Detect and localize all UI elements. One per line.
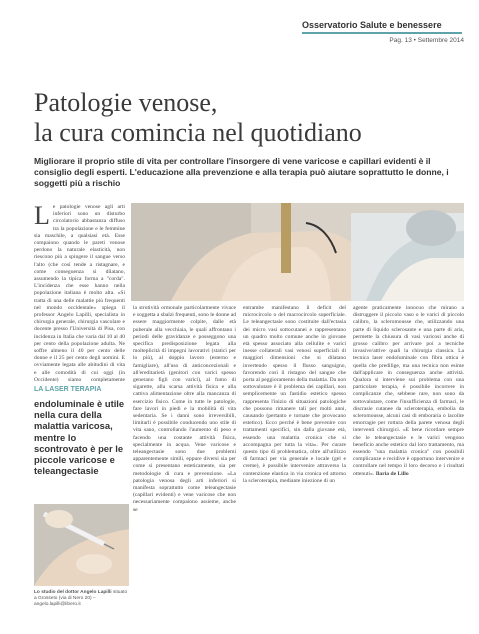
body-column-3: entrambe manifestano il deficit del microcircolo o del macrocircolo superficiale. Le teleangectasie sono costituite dall'ectasia dei micro vasi sottocutanei e rappresentano un quadro molto comune anche in giovane età spesso associato alla cellulite e varici inesse collaterali vasi venosi superficiali di maggiori dimensioni che si dilatano invertendo spesso il flusso sanguigno, favorendo così il ristagno del sangue che porta al peggioramento della malattia. Da non sottovalutare è il problema dei capillari, non semplicemente un fastidio estetico spesso rappresenta l'inizio di situazioni patologiche che possono rimanere tali per molti anni, causando (pertanto e tornate che provocano estetico). Ecco perché è bene prevenire con trattamenti specifici, sin dalla giovane età, essendo una malattia cronica che si accompagna per tutta la vita». Per curare questo tipo di problematica, oltre all'utilizzo di farmaci per via generale e locale (gel e creme), è possibile intervenire attraverso la contenzione elastica in via cronica ed attorno la scleroterapia, mediante iniezione di un bbox=[243, 305, 346, 484]
injection-photo bbox=[34, 504, 129, 586]
photo-caption bbox=[34, 590, 131, 608]
caption-bold: Lo studio del dottor Angelo Lapilli bbox=[34, 590, 112, 595]
callout-label: LA LASER TERAPIA bbox=[34, 386, 102, 393]
page-info bbox=[360, 37, 464, 44]
article-title bbox=[34, 88, 454, 148]
caption-text: situato a Grosseto (via di Nero 20) – angelo.lapilli@libero.it bbox=[34, 590, 128, 607]
body-column-1 bbox=[34, 204, 125, 382]
body-column-4 bbox=[353, 305, 464, 625]
article-subtitle: Migliorare il proprio stile di vita per controllare l'insorgere di vene varicose e capillari evidenti è il consiglio degli esperti. L'educazione alla prevenzione e alla terapia può aiutare soprattutto le donne, i soggetti più a rischio bbox=[34, 156, 449, 188]
header-divider bbox=[302, 32, 462, 34]
leg-examination-photo bbox=[131, 203, 464, 301]
column-1-text: e patologie venose agli arti inferiori sono un disturbo circolatorio abbastanza diffuso tra la popolazione e le femmine sia maschile, a qualsiasi età. Esse compaiono quando le pareti venose perdono la naturale elasticità, non riescono più a spingere il sangue verso l'alto (che così tende a ristagnare, e come conseguenza si dilatano, assumendo la tipica forma a "corda". L'incidenza che esse hanno nella popolazione italiana è molto alta. «Si tratta di una delle malattie più frequenti nel mondo occidentale» spiega il professor Angelo Lapilli, specialista in chirurgia generale, chirurgia vascolare e docente presso l'Università di Pisa, con incidenza in Italia che varia dal 10 al 40 per cento della popolazione adulta. Ne soffre almeno il 40 per cento delle donne e il 25 per cento degli uomini. E ovviamente legata alle abitudini di vita e alle comodità di cui oggi (in Occidente) siamo completamente bbox=[34, 204, 125, 382]
callout-quote: endoluminale è utile nella cura della malattia varicosa, mentre lo scontrovato è per le piccole varicose e teleangectasie bbox=[34, 398, 125, 477]
title-line-1: Patologie venose, bbox=[34, 88, 218, 117]
column-4-text: agente praticamente innocuo che mirano a distruggere il piccolo vaso o le varici di piccolo calibro, la scleromousse che, utilizzando una parte di liquido sclerosante e una parte di aria, permette la chiusura di vasi varicosi anche di grosso calibro per arrivare poi a tecniche invasive/attive quali la chirurgia classica. La tecnica laser endoluminale con fibra ottica è quella che predilige, ma una tecnica non esime dall'applicare in conseguenza anche attività. Qualora si interviene sui problema con una particolare terapia, è possibile incorrere in complicanze che, sebbene rare, non sono da sottovalutare, come l'insufficienza di farmaci, le discrasie cutanee da scleroterapia, embolia da scleromousse, alcuni casi di emboraria o lacolite emorragie per rottura della parete venosa degli interventi chirurgici. «E bene ricordare sempre che le teleangectasie e le varici vengono beneficio anche estetico dal loro trattamento, ma essendo "una malattia cronica" con possibili complicanze e recidive è opportuno intervenire e controllare nel tempo il loro decorso e i risultati ottenuti». bbox=[353, 305, 464, 477]
injection-illustration bbox=[34, 504, 129, 586]
author-signature: Ilaria de Lillo bbox=[375, 470, 409, 477]
body-column-2: la strutività ormonale particolarmente vivace e soggetta a sbalzi frequenti, sono le donne ad essere maggiormente colpite, dalle età puberale alla vecchiaia, le quali affrontano i periodi delle gravidanze e posseggono una specifica predisposizione legata alla molteplicità di impegni lavorativi (statici per lo più), al doppio lavoro (esterno e famigliare), all'uso di anticoncezionali e all'ereditarietà (genitori con varici spesso generano figli con varici), al fumo di sigarette, alla scarsa attività fisica e alla cattiva alimentazione oltre alla mancanza di esercizio fisico. Come in tutte le patologie, fare lavori in piedi e la mobilità di vita sedentaria. Se i danni sono irreversibili, limitarli è possibile conducendo uno stile di vita sano, controllando l'aumento di peso e facendo una costante attività fisica, specialmente in acqua. Vene varicose e teleangectasie sono due problemi apparentemente simili, eppure diversi sia per come si presentano esteticamente, sia per metodologie di cura e prevenzione. «La patologia venosa degli arti inferiori si manifesta soprattutto come teleangectasie (capillari evidenti) e vene varicose che non necessariamente compaiono assieme, anche se bbox=[133, 305, 236, 513]
title-line-2: la cura comincia nel quotidiano bbox=[34, 118, 362, 147]
issue-date: Settembre 2014 bbox=[417, 37, 464, 44]
header-section-title: Osservatorio Salute e benessere bbox=[302, 20, 442, 30]
page-number: Pag. 13 bbox=[389, 37, 412, 44]
leg-examination-illustration bbox=[131, 203, 464, 301]
page-separator: • bbox=[413, 37, 418, 44]
drop-cap: L bbox=[34, 204, 50, 230]
